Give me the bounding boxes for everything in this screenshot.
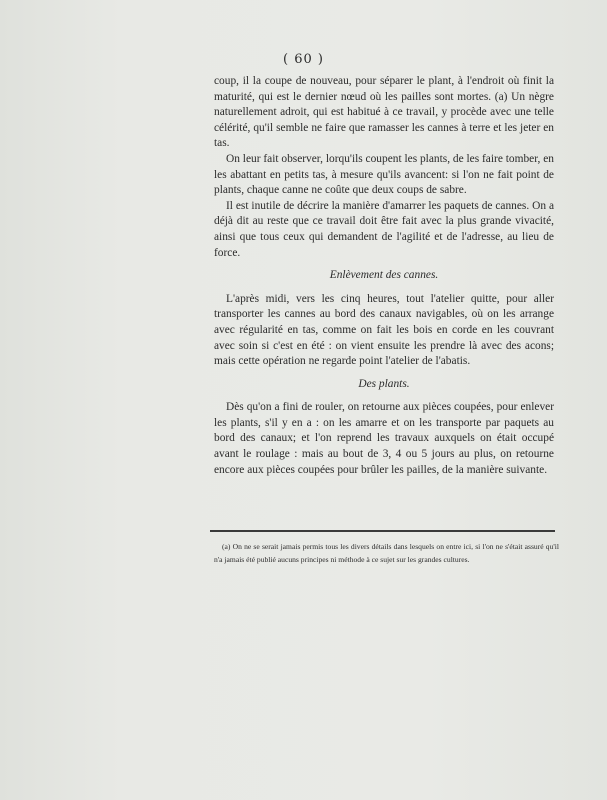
paragraph: Il est inutile de décrire la manière d'amarrer les paquets de cannes. On a déjà dit au reste que ce travail doit être fait avec la plus grande vivacité, ainsi que tous ceux qui demandent de l'agilité et de l'adresse, au lieu de force. [214, 199, 554, 259]
paragraph: Dès qu'on a fini de rouler, on retourne aux pièces coupées, pour enlever les plants, s'il y en a : on les amarre et on les transporte par paquets au bord des canaux; et l'on reprend les travaux auxquels on était occupé avant le roulage : mais au bout de 3, 4 ou 5 jours au plus, on retourne encore aux pièces coupées pour brûler les pailles, de la manière suivante. [214, 401, 554, 476]
section-heading: Des plants. [358, 377, 410, 390]
page-number: ( 60 ) [283, 52, 324, 67]
paragraph: On leur fait observer, lorqu'ils coupent les plants, de les faire tomber, en les abattant en petits tas, à mesure qu'ils avancent: si l'on ne fait point de plants, chaque canne ne coûte que deux coups de sabre. [214, 152, 554, 197]
section-heading: Enlèvement des cannes. [329, 269, 439, 282]
paragraph: coup, il la coupe de nouveau, pour séparer le plant, à l'endroit où finit la maturité, qui est le dernier nœud où les pailles sont mortes. (a) Un nègre naturellement adroit, qui est habitué à ce travail, y procède avec une telle célérité, qu'il semble ne faire que ramasser les cannes à terre et les jeter en tas. [214, 75, 554, 150]
footnote-text: (a) On ne se serait jamais permis tous les divers détails dans lesquels on entre ici, si l'on ne s'était assuré qu'il n'a jamais été publié aucuns principes ni méthode à ce sujet sur les grandes cultures. [214, 542, 559, 564]
body-text [214, 74, 554, 478]
footnote [214, 540, 559, 566]
footnote-divider [210, 530, 555, 532]
paragraph: L'après midi, vers les cinq heures, tout l'atelier quitte, pour aller transporter les cannes au bord des canaux navigables, où on les arrange avec régularité en tas, comme on fait les bois en corde en les couvrant avec soin si c'est en été : on vient ensuite les prendre là avec des acons; mais cette opération ne regarde point l'atelier de l'abatis. [214, 292, 554, 368]
